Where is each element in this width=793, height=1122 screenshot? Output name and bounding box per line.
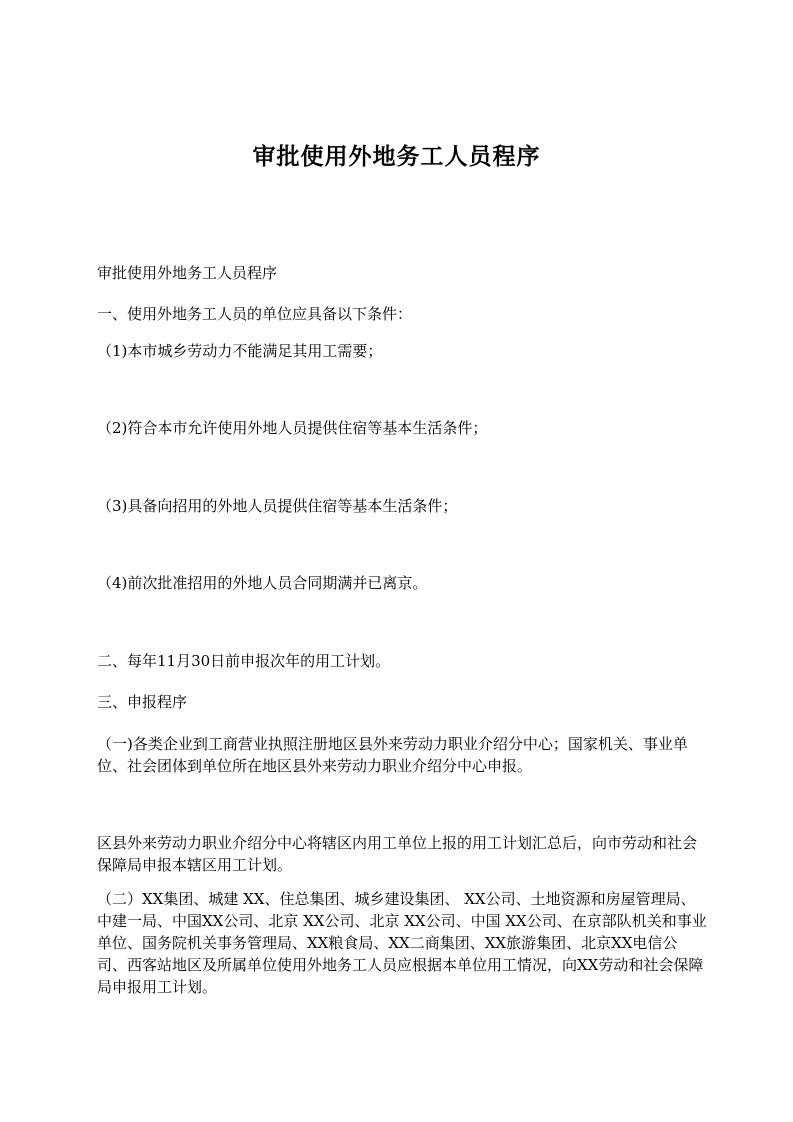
procedure-2-paragraph: （二）XX集团、城建 XX、住总集团、城乡建设集团、 XX公司、土地资源和房屋管理局、中建一局、中国XX公司、北京 XX公司、北京 XX公司、中国 XX公司、在京部队机关和事业单位、国务院机关事务管理局、XX粮食局、XX二商集团、XX旅游集团、北京XX电信公司、西客站地区及所属单位使用外地务工人员应根据本单位用工情况，向XX劳动和社会保障局申报用工计划。 xyxy=(97,890,707,996)
section-3-heading: 三、申报程序 xyxy=(97,693,188,711)
condition-4: （4)前次批准招用的外地人员合同期满并已离京。 xyxy=(97,574,428,592)
summary-paragraph: 区县外来劳动力职业介绍分中心将辖区内用工单位上报的用工计划汇总后，向市劳动和社会保障局申报本辖区用工计划。 xyxy=(97,834,698,874)
condition-2: （2)符合本市允许使用外地人员提供住宿等基本生活条件； xyxy=(97,419,488,437)
condition-3: （3)具备向招用的外地人员提供住宿等基本生活条件； xyxy=(97,497,458,515)
condition-1: （1)本市城乡劳动力不能满足其用工需要； xyxy=(97,342,383,360)
procedure-1-paragraph: （一)各类企业到工商营业执照注册地区县外来劳动力职业介绍分中心；国家机关、事业单位、社会团体到单位所在地区县外来劳动力职业介绍分中心申报。 xyxy=(97,735,688,775)
subtitle-paragraph: 审批使用外地务工人员程序 xyxy=(97,264,278,282)
document-title: 审批使用外地务工人员程序 xyxy=(252,144,541,170)
section-1-heading: 一、使用外地务工人员的单位应具备以下条件： xyxy=(97,305,413,323)
section-2-paragraph: 二、每年11月30日前申报次年的用工计划。 xyxy=(97,652,391,670)
